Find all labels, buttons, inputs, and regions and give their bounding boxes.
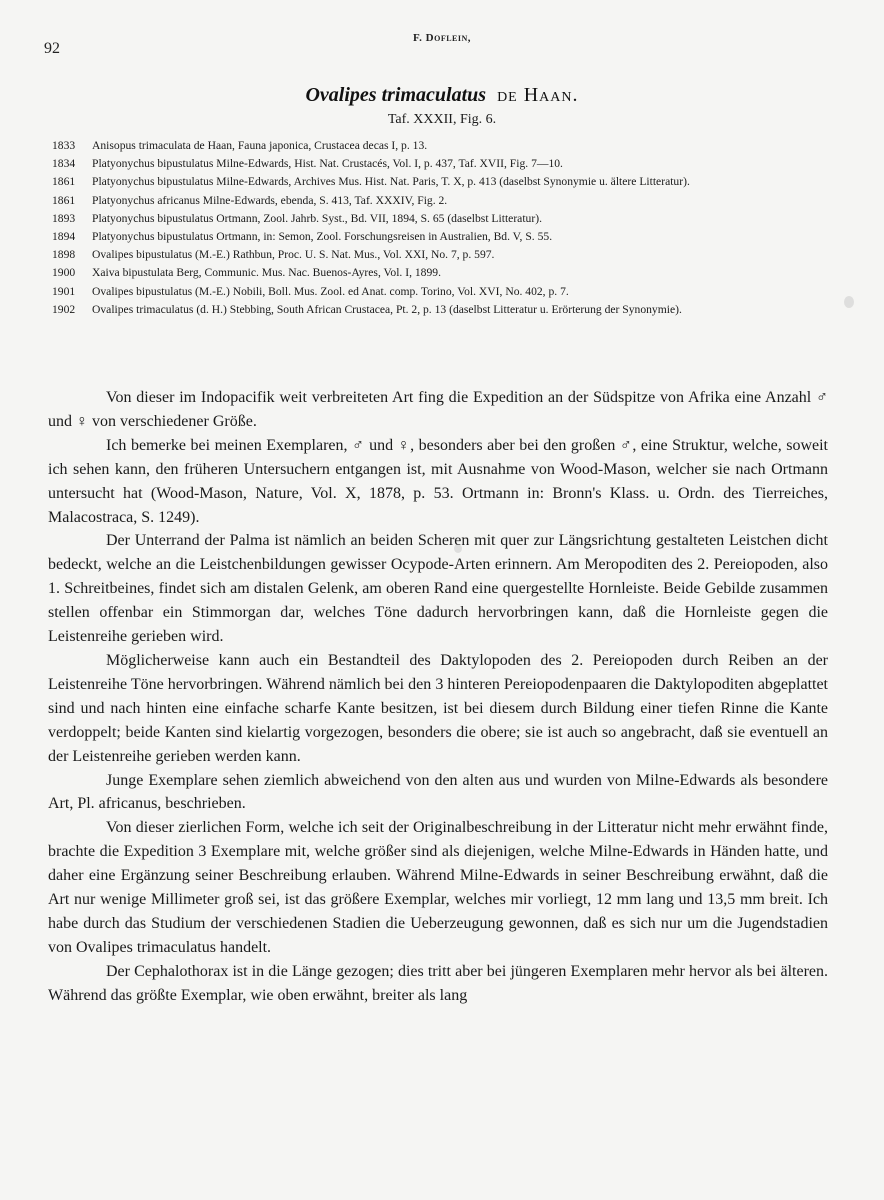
synonymy-citation: Platyonychus bipustulatus Ortmann, Zool. Jahrb. Syst., Bd. VII, 1894, S. 65 (daselbst Litteratur). [92,211,542,225]
synonymy-entry [52,173,832,191]
synonymy-year: 1833 [52,139,76,152]
synonymy-entry [52,246,832,264]
synonymy-year: 1893 [52,211,76,225]
synonymy-citation: Xaiva bipustulata Berg, Communic. Mus. Nac. Buenos-Ayres, Vol. I, 1899. [92,266,441,280]
paragraph: Der Unterrand der Palma ist nämlich an beiden Scheren mit quer zur Längsrichtung gestalteten Leistchen dicht bedeckt, welche an die Leistchenbildungen gewisser Ocypode-Arten erinnern. Am Meropoditen des 2. Pereiopoden, also 1. Schreitbeines, findet sich am distalen Gelenk, am oberen Rand eine quergestellte Hornleiste. Beide Gebilde zusammen stellen offenbar ein Stimmorgan dar, welches Töne dadurch hervorbringen kann, daß die Hornleiste gegen die Leistenreihe gerieben wird. [48,532,828,646]
synonymy-entry [52,301,832,319]
synonymy-entry [52,155,832,173]
synonymy-year: 1861 [52,175,76,189]
paragraph: Von dieser zierlichen Form, welche ich seit der Originalbeschreibung in der Litteratur nicht mehr erwähnt finde, brachte die Expedition 3 Exemplare mit, welche größer sind als diejenigen, welche Milne-Edwards in Händen hatte, und daher eine Ergänzung seiner Beschreibung erlauben. Während Milne-Edwards in seiner Beschreibung erwähnt, daß die Art nur wenige Millimeter groß sei, ist das größere Exemplar, welches mir vorliegt, 12 mm lang und 13,5 mm breit. Ich habe durch das Studium der verschiedenen Stadien die Ueberzeugung gewonnen, daß es sich nur um die Jugendstadien von Ovalipes trimaculatus handelt. [48,819,828,956]
synonymy-year: 1861 [52,193,76,207]
running-head: F. Doflein, [412,32,472,44]
synonymy-citation: Anisopus trimaculata de Haan, Fauna japonica, Crustacea decas I, p. 13. [92,139,428,152]
paragraph: Ich bemerke bei meinen Exemplaren, ♂ und ♀, besonders aber bei den großen ♂, eine Struktur, welche, soweit ich sehen kann, den früheren Untersuchern entgangen ist, mit Ausnahme von Wood-Mason, welcher sie nach Ortmann untersucht hat (Wood-Mason, Nature, Vol. X, 1878, p. 53. Ortmann in: Bronn's Klass. u. Ordn. des Tierreiches, Malacostraca, S. 1249). [48,436,828,526]
synonymy-entry [52,192,832,210]
synonymy-year: 1834 [52,157,76,171]
synonymy-entry [52,228,832,246]
synonymy-year: 1898 [52,248,76,262]
synonymy-entry [52,264,832,282]
synonymy-citation: Platyonychus bipustulatus Ortmann, in: Semon, Zool. Forschungsreisen in Australien, Bd. V, S. 55. [92,230,553,244]
synonymy-year: 1901 [52,284,76,298]
paper-speck [844,296,854,308]
body-text [48,386,828,1008]
species-author: de Haan. [497,84,579,106]
page-number: 92 [44,40,60,57]
plate-reference: Taf. XXXII, Fig. 6. [387,112,497,127]
synonymy-citation: Ovalipes bipustulatus (M.-E.) Nobili, Boll. Mus. Zool. ed Anat. comp. Torino, Vol. XVI, No. 402, p. 7. [92,284,569,298]
synonymy-entry [52,137,832,155]
paragraph: Möglicherweise kann auch ein Bestandteil des Daktylopoden des 2. Pereiopoden durch Reiben an der Leistenreihe Töne hervorbringen. Während nämlich bei den 3 hinteren Pereiopodenpaaren die Daktylopoditen abgeplattet sind und nach hinten eine einfache scharfe Kante besitzen, ist bei diesem durch Bildung einer tiefen Rinne die Kante verdoppelt; beide Kanten sind kielartig vorgezogen, besonders die obere; sie ist auch so angebracht, daß sie eventuell an der Leistenreihe gerieben werden kann. [48,651,828,765]
species-name: Ovalipes trimaculatus [305,84,487,106]
synonymy-citation: Platyonychus africanus Milne-Edwards, ebenda, S. 413, Taf. XXXIV, Fig. 2. [92,193,448,207]
synonymy-year: 1902 [52,302,76,316]
paper-speck [454,544,462,553]
synonymy-entry [52,210,832,228]
synonymy-entry [52,283,832,301]
page-header [0,30,884,60]
paragraph: Junge Exemplare sehen ziemlich abweichend von den alten aus und wurden von Milne-Edwards als besondere Art, Pl. africanus, beschrieben. [48,771,828,813]
synonymy-year: 1900 [52,266,76,280]
synonymy-list [52,137,832,319]
paragraph: Von dieser im Indopacifik weit verbreiteten Art fing die Expedition an der Südspitze von Afrika eine Anzahl ♂ und ♀ von verschiedener Größe. [48,389,828,430]
synonymy-year: 1894 [52,230,76,244]
synonymy-citation: Platyonychus bipustulatus Milne-Edwards, Archives Mus. Hist. Nat. Paris, T. X, p. 413 (daselbst Synonymie u. ältere Litteratur). [92,175,690,189]
synonymy-citation: Platyonychus bipustulatus Milne-Edwards, Hist. Nat. Crustacés, Vol. I, p. 437, Taf. XVII, Fig. 7—10. [92,157,563,171]
paragraph: Der Cephalothorax ist in die Länge gezogen; dies tritt aber bei jüngeren Exemplaren mehr hervor als bei älteren. Während das größte Exemplar, wie oben erwähnt, breiter als lang [48,962,828,1004]
synonymy-citation: Ovalipes trimaculatus (d. H.) Stebbing, South African Crustacea, Pt. 2, p. 13 (daselbst Litteratur u. Erörterung der Synonymie). [92,302,682,316]
synonymy-citation: Ovalipes bipustulatus (M.-E.) Rathbun, Proc. U. S. Nat. Mus., Vol. XXI, No. 7, p. 597. [92,248,495,262]
species-title [0,84,884,107]
